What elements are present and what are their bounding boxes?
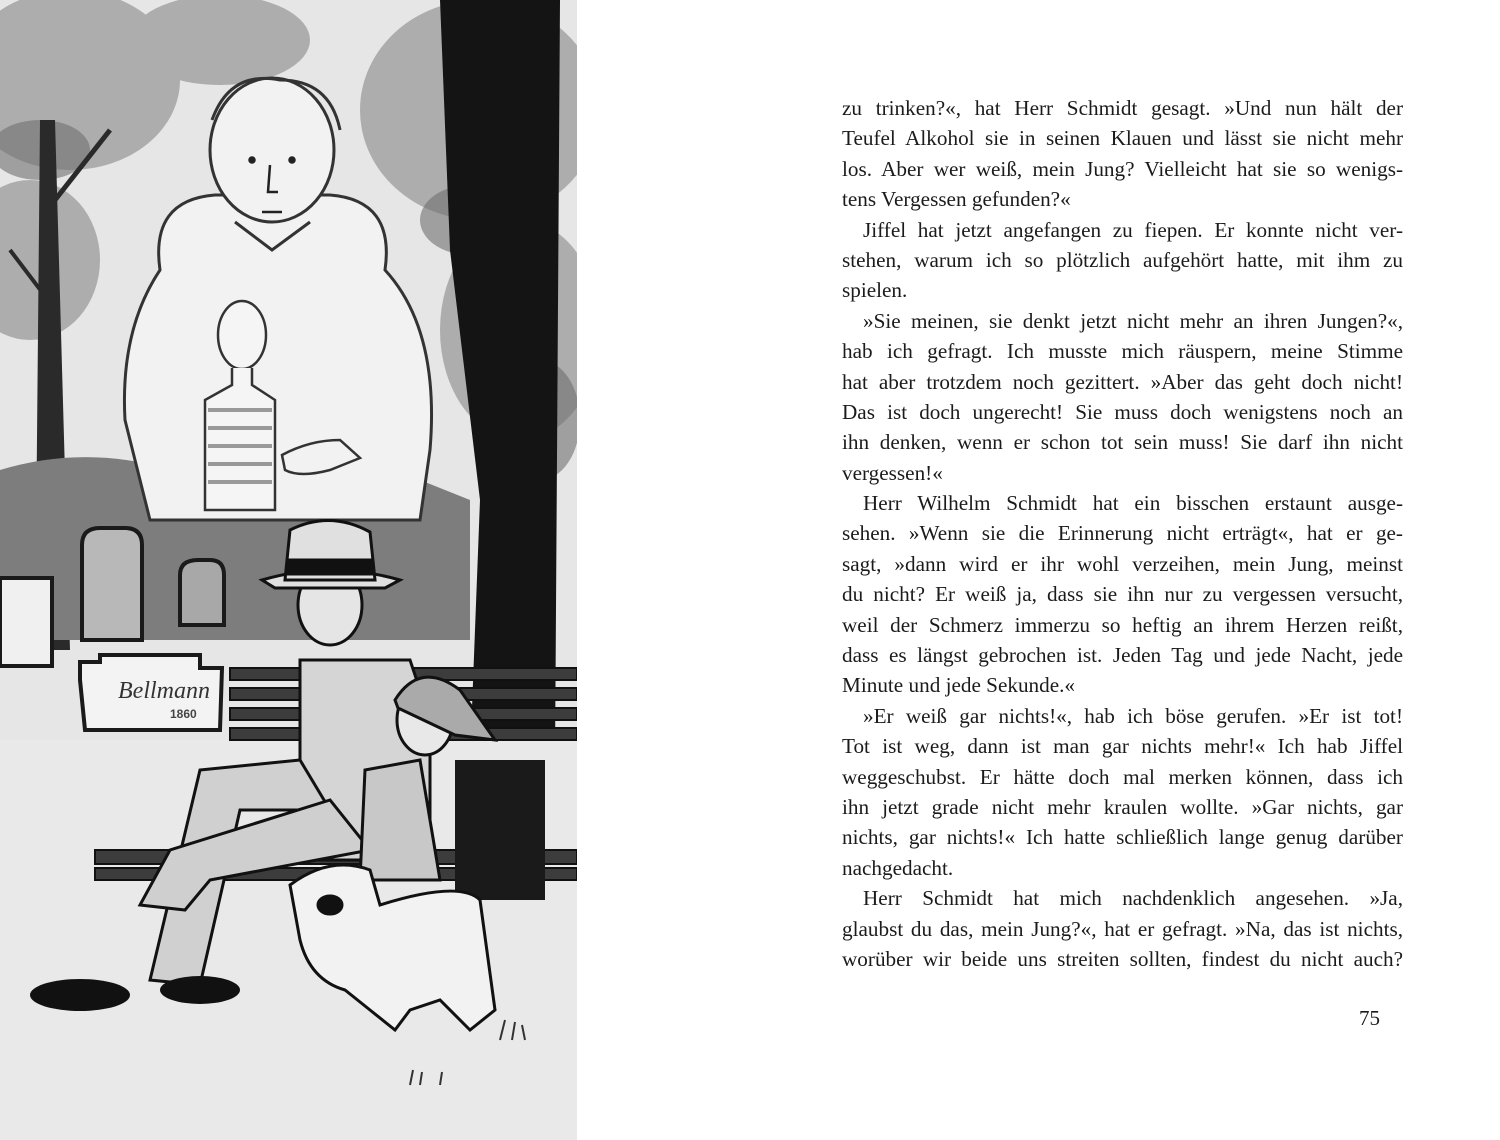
text-line: sagt, »dann wird er ihr wohl verzeihen, mein Jung, meinst xyxy=(842,551,1403,576)
text-line: »Sie meinen, sie denkt jetzt nicht mehr an ihren Jungen?«, xyxy=(863,308,1403,333)
text-line: hat aber trotzdem noch gezittert. »Aber das geht doch nicht! xyxy=(842,369,1403,394)
text-line: Herr Schmidt hat mich nachdenklich angesehen. »Ja, xyxy=(863,886,1403,911)
text-line: nichts, gar nichts!« Ich hatte schließlich lange genug darüber xyxy=(842,825,1403,850)
text-line: worüber wir beide uns streiten sollten, findest du nicht auch? xyxy=(842,946,1403,971)
text-line: Herr Wilhelm Schmidt hat ein bisschen erstaunt ausge- xyxy=(863,491,1403,516)
text-line: Tot ist weg, dann ist man gar nichts mehr!« Ich hab Jiffel xyxy=(842,734,1403,759)
text-line: los. Aber wer weiß, mein Jung? Vielleicht hat sie so wenigs- xyxy=(842,156,1403,181)
text-line: vergessen!« xyxy=(842,460,943,485)
text-line: dass es längst gebrochen ist. Jeden Tag und jede Nacht, jede xyxy=(842,643,1403,668)
text-line: glaubst du das, mein Jung?«, hat er gefragt. »Na, das ist nichts, xyxy=(842,916,1403,941)
text-line: spielen. xyxy=(842,278,908,303)
cemetery-bench-illustration xyxy=(0,0,577,1140)
text-line: weggeschubst. Er hätte doch mal merken können, dass ich xyxy=(842,764,1403,789)
shoe-left xyxy=(30,979,130,1011)
text-line: zu trinken?«, hat Herr Schmidt gesagt. »Und nun hält der xyxy=(842,96,1403,120)
text-line: Jiffel hat jetzt angefangen zu fiepen. Er konnte nicht ver- xyxy=(863,217,1403,242)
text-line: hab ich gefragt. Ich musste mich räuspern, meine Stimme xyxy=(842,339,1403,364)
text-line: Das ist doch ungerecht! Sie muss doch wenigstens noch an xyxy=(842,399,1403,424)
text-line: Minute und jede Sekunde.« xyxy=(842,673,1076,698)
text-line: Teufel Alkohol sie in seinen Klauen und lässt sie nicht mehr xyxy=(842,126,1403,151)
illustration-page xyxy=(0,0,577,1140)
text-line: nachgedacht. xyxy=(842,855,954,880)
text-page xyxy=(577,0,1500,1140)
text-line: sehen. »Wenn sie die Erinnerung nicht erträgt«, hat er ge- xyxy=(842,521,1403,546)
text-line: du nicht? Er weiß ja, dass sie ihn nur zu vergessen versucht, xyxy=(842,582,1403,607)
shoe-right xyxy=(160,976,240,1004)
text-line: stehen, warum ich so plötzlich aufgehört hatte, mit ihm zu xyxy=(842,247,1403,272)
text-line: ihn jetzt grade nicht mehr kraulen wollte. »Gar nichts, gar xyxy=(842,794,1403,819)
text-line: ihn denken, wenn er schon tot sein muss! Sie darf ihn nicht xyxy=(842,430,1403,455)
gravestone-year: 1860 xyxy=(170,707,197,721)
body-text xyxy=(842,93,1403,974)
gravestone-name: Bellmann xyxy=(118,678,210,704)
page-number: 75 xyxy=(1359,1006,1380,1030)
text-line: weil der Schmerz immerzu so heftig an ihrem Herzen reißt, xyxy=(842,612,1403,637)
text-line: »Er weiß gar nichts!«, hab ich böse gerufen. »Er ist tot! xyxy=(863,703,1403,728)
text-line: tens Vergessen gefunden?« xyxy=(842,187,1071,212)
